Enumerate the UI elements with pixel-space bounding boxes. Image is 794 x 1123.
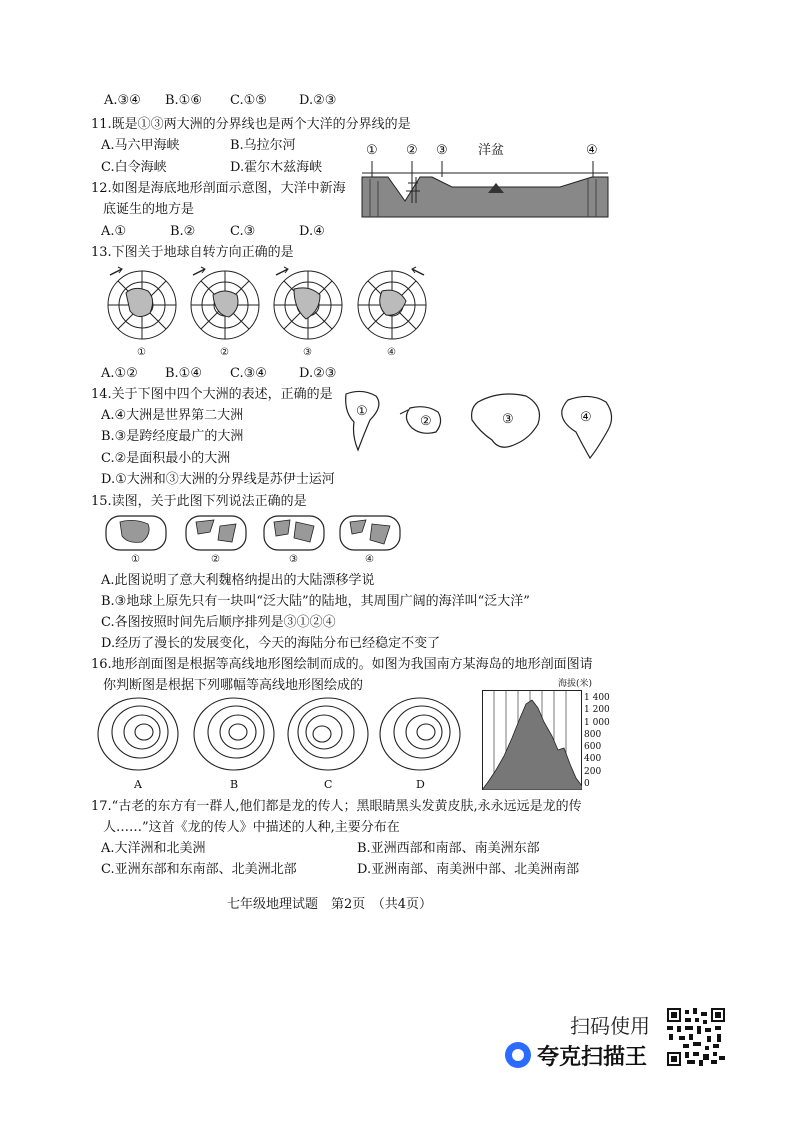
q13-option-d: D.②③ [299,366,337,381]
contour-label-d: D [416,778,425,791]
quark-logo-icon [505,1042,531,1068]
drift-label-4: ④ [365,554,374,565]
continents-figure [340,386,640,466]
profile-tick-200: 200 [584,766,602,777]
q13-stem: 13.下图关于地球自转方向正确的是 [91,245,294,260]
q13-option-a: A.①② [101,366,138,381]
drift-label-1: ① [131,554,140,565]
q15-option-d: D.经历了漫长的发展变化，今天的海陆分布已经稳定不变了 [101,636,441,651]
drift-label-2: ② [211,554,220,565]
contour-label-b: B [230,778,239,791]
contour-label-c: C [324,778,333,791]
q13-option-b: B.①④ [165,366,202,381]
profile-tick-1000: 1 000 [584,717,610,728]
q17-stem-line2: 人……”这首《龙的传人》中描述的人种,主要分布在 [103,820,400,835]
q11-option-b: B.乌拉尔河 [230,138,296,153]
qr-code-icon[interactable] [667,1008,725,1066]
q12-option-d: D.④ [299,224,325,239]
seabed-label-3: ③ [436,143,448,158]
continent-label-1: ① [356,404,368,419]
profile-tick-800: 800 [584,729,602,740]
profile-tick-400: 400 [584,754,602,765]
seabed-label-2: ② [406,143,418,158]
profile-ticks [584,692,610,790]
rotation-label-3: ③ [303,347,312,358]
profile-tick-600: 600 [584,742,602,753]
continent-label-4: ④ [580,410,592,425]
q16-stem-line1: 16.地形剖面图是根据等高线地形图绘制而成的。如图为我国南方某海岛的地形剖面图请 [91,657,593,672]
q14-option-b: B.③是跨经度最广的大洲 [101,429,244,444]
q11-option-c: C.白令海峡 [101,160,167,175]
rotation-label-2: ② [220,347,229,358]
contour-maps-figure [94,694,474,794]
q15-option-c: C.各图按照时间先后顺序排列是③①②④ [101,615,336,630]
continent-label-2: ② [420,414,432,429]
brand-logo [505,1038,655,1072]
q15-stem: 15.读图，关于此图下列说法正确的是 [91,494,307,509]
q16-stem-line2: 你判断图是根据下列哪幅等高线地形图绘成的 [103,678,364,693]
seabed-label-ocean-basin: 洋盆 [478,143,505,158]
q13-option-c: C.③④ [230,366,267,381]
q12-option-a: A.① [101,224,127,239]
q14-option-c: C.②是面积最小的大洲 [101,451,231,466]
terrain-profile-chart [482,676,612,792]
q10-option-b: B.①⑥ [165,93,202,108]
q17-option-c: C.亚洲东部和东南部、北美洲北部 [101,862,297,877]
seabed-label-4: ④ [586,143,598,158]
q14-option-a: A.④大洲是世界第二大洲 [101,408,244,423]
rotation-label-1: ① [137,347,146,358]
q15-option-a: A.此图说明了意大利魏格纳提出的大陆漂移学说 [101,573,375,588]
q11-option-a: A.马六甲海峡 [101,138,180,153]
q12-option-c: C.③ [230,224,256,239]
q10-option-a: A.③④ [104,93,141,108]
continent-label-3: ③ [502,412,514,427]
q14-stem: 14.关于下图中四个大洲的表述，正确的是 [91,387,333,402]
q15-option-b: B.③地球上原先只有一块叫“泛大陆”的陆地，其周围广阔的海洋叫“泛大洋” [101,594,530,609]
scan-to-use-text: 扫码使用 [570,1014,650,1038]
q17-option-d: D.亚洲南部、南美洲中部、北美洲南部 [357,862,580,877]
profile-tick-1200: 1 200 [584,705,610,716]
q11-stem: 11.既是①③两大洲的分界线也是两个大洋的分界线的是 [91,117,411,132]
seabed-profile-figure [360,143,610,219]
q10-option-d: D.②③ [299,93,337,108]
brand-app-name: 夸克扫描王 [537,1044,648,1070]
profile-ylabel: 海拔(米) [558,679,593,689]
rotation-label-4: ④ [387,347,396,358]
drift-label-3: ③ [289,554,298,565]
rotation-figures [104,265,444,361]
q12-stem-line1: 12.如图是海底地形剖面示意图，大洋中新海 [91,181,346,196]
contour-label-a: A [134,778,142,791]
seabed-label-1: ① [366,143,378,158]
q17-option-a: A.大洋洲和北美洲 [101,841,206,856]
q11-option-d: D.霍尔木兹海峡 [230,160,323,175]
continental-drift-figure [104,512,424,568]
profile-tick-1400: 1 400 [584,693,610,703]
q10-option-c: C.①⑤ [230,93,267,108]
q12-stem-line2: 底诞生的地方是 [103,202,195,217]
q17-option-b: B.亚洲西部和南部、南美洲东部 [357,841,540,856]
page-footer: 七年级地理试题 第2页 （共4页） [227,897,433,912]
q17-stem-line1: 17.“古老的东方有一群人,他们都是龙的传人；黑眼睛黑头发黄皮肤,永永远远是龙的传 [91,799,582,814]
profile-tick-0: 0 [584,779,590,790]
q14-option-d: D.①大洲和③大洲的分界线是苏伊士运河 [101,472,335,487]
q12-option-b: B.② [170,224,196,239]
